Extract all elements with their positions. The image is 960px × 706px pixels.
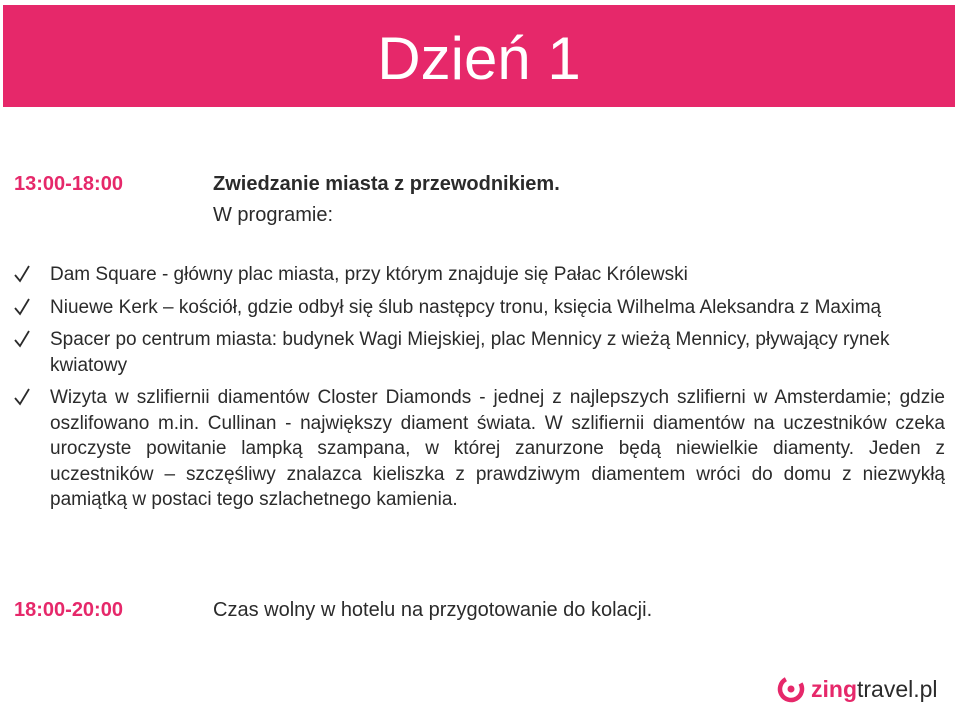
afternoon-time: 13:00-18:00	[14, 173, 123, 195]
list-item	[13, 385, 945, 513]
logo-domain: travel.pl	[857, 675, 938, 702]
checkmark-icon	[13, 296, 31, 318]
checkmark-icon	[13, 386, 31, 408]
evening-text: Czas wolny w hotelu na przygotowanie do kolacji.	[213, 599, 653, 621]
evening-time: 18:00-20:00	[14, 599, 123, 621]
afternoon-title: Zwiedzanie miasta z przewodnikiem.	[213, 173, 560, 195]
page-title: Dzień 1	[377, 25, 581, 92]
list-item	[13, 327, 945, 378]
list-item-text: Dam Square - główny plac miasta, przy którym znajduje się Pałac Królewski	[50, 264, 688, 285]
checkmark-icon	[13, 263, 31, 285]
checkmark-icon	[13, 328, 31, 350]
zing-logo-icon	[777, 675, 805, 703]
list-item-text: Spacer po centrum miasta: budynek Wagi Miejskiej, plac Mennicy z wieżą Mennicy, pływający rynek kwiatowy	[50, 329, 890, 376]
list-item	[13, 295, 945, 321]
afternoon-subtitle: W programie:	[213, 204, 334, 226]
list-item-text: Wizyta w szlifiernii diamentów Closter Diamonds - jednej z najlepszych szlifierni w Amsterdamie; gdzie oszlifowano m.in. Cullinan - największy diament świata. W szlifiernii diamentów na uczestników czeka uroczyste powitanie lampką szampana, w której zanurzone będą niewielkie diamenty. Jeden z uczestników – szczęśliwy znalazca kieliszka z prawdziwym diamentem wróci do domu z niezwykłą pamiątką w postaci tego szlachetnego kamienia.	[50, 387, 945, 510]
list-item-text: Niuewe Kerk – kościół, gdzie odbył się ślub następcy tronu, księcia Wilhelma Aleksandra z Maximą	[50, 296, 882, 318]
program-list	[13, 262, 945, 520]
zingtravel-logo	[777, 672, 938, 706]
list-item	[13, 262, 945, 288]
title-banner	[3, 5, 955, 107]
logo-brand: zing	[811, 675, 857, 702]
